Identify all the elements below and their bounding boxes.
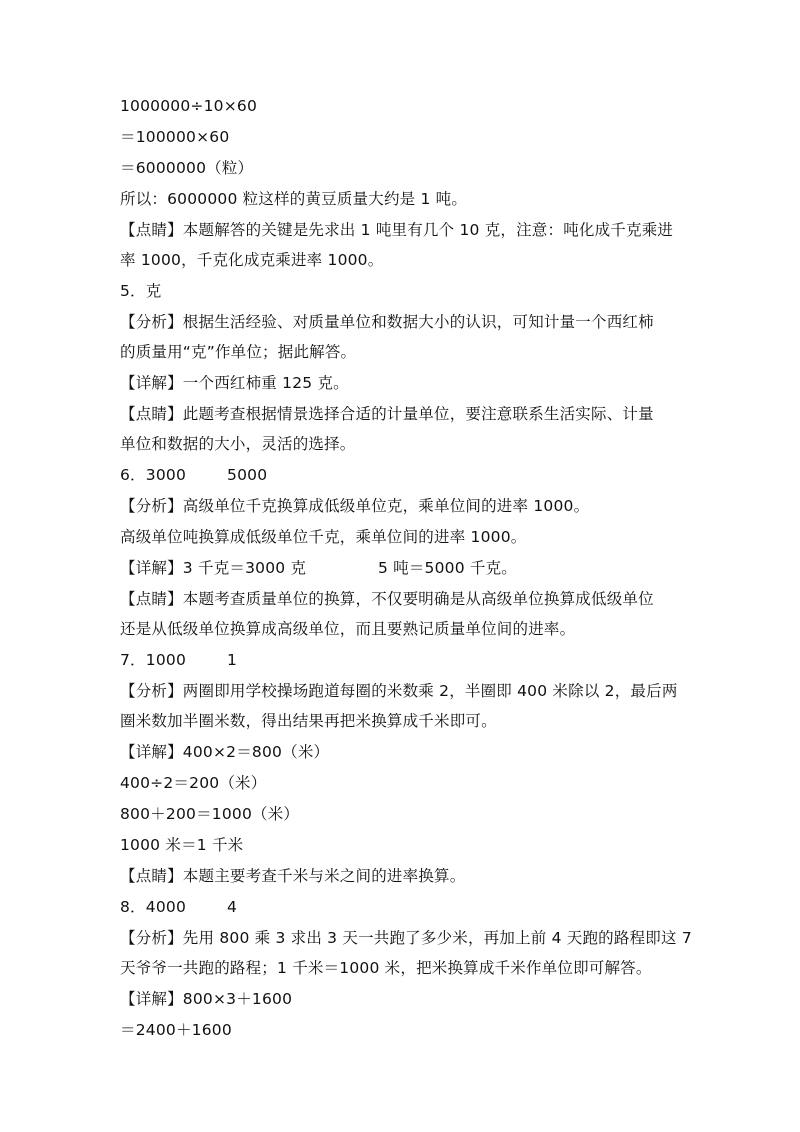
text-line: 【分析】高级单位千克换算成低级单位克，乘单位间的进率 1000。	[120, 497, 590, 515]
text-line: 【分析】根据生活经验、对质量单位和数据大小的认识，可知计量一个西红柿	[120, 313, 654, 331]
text-line: 率 1000，千克化成克乘进率 1000。	[120, 251, 384, 269]
text-line: 【分析】先用 800 乘 3 求出 3 天一共跑了多少米，再加上前 4 天跑的路程即这 7	[120, 929, 692, 947]
text-line: 1000 米＝1 千米	[120, 836, 244, 854]
text-line: 所以：6000000 粒这样的黄豆质量大约是 1 吨。	[120, 190, 468, 208]
text-line: 【详解】一个西红柿重 125 克。	[120, 374, 349, 392]
text-line: 还是从低级单位换算成高级单位，而且要熟记质量单位间的进率。	[120, 620, 576, 638]
question-number: 6．3000 5000	[120, 466, 268, 484]
text-line: 【点睛】本题主要考查千米与米之间的进率换算。	[120, 867, 466, 885]
text-line: ＝100000×60	[120, 128, 230, 146]
text-line: ＝2400＋1600	[120, 1021, 232, 1039]
answer-document	[120, 96, 690, 1040]
text-line: 【详解】3 千克＝3000 克 5 吨＝5000 千克。	[120, 559, 518, 577]
text-line: 的质量用“克”作单位；据此解答。	[120, 343, 357, 361]
text-line: 【点睛】本题考查质量单位的换算，不仅要明确是从高级单位换算成低级单位	[120, 590, 654, 608]
text-line: 【详解】800×3＋1600	[120, 990, 293, 1008]
text-line: 单位和数据的大小，灵活的选择。	[120, 435, 356, 453]
text-line: 【点睛】本题解答的关键是先求出 1 吨里有几个 10 克，注意：吨化成千克乘进	[120, 221, 674, 239]
text-line: 【详解】400×2＝800（米）	[120, 743, 330, 761]
text-line: 【分析】两圈即用学校操场跑道每圈的米数乘 2，半圈即 400 米除以 2，最后两	[120, 682, 678, 700]
question-number: 7．1000 1	[120, 651, 238, 669]
text-line: 400÷2＝200（米）	[120, 774, 267, 792]
text-line: 【点睛】此题考查根据情景选择合适的计量单位，要注意联系生活实际、计量	[120, 405, 654, 423]
text-line: 圈米数加半圈米数，得出结果再把米换算成千米即可。	[120, 712, 497, 730]
text-line: ＝6000000（粒）	[120, 159, 254, 177]
text-line: 天爷爷一共跑的路程；1 千米＝1000 米，把米换算成千米作单位即可解答。	[120, 959, 652, 977]
question-number: 8．4000 4	[120, 898, 238, 916]
text-line: 800＋200＝1000（米）	[120, 805, 300, 823]
text-line: 高级单位吨换算成低级单位千克，乘单位间的进率 1000。	[120, 528, 527, 546]
question-number: 5．克	[120, 282, 162, 300]
text-line: 1000000÷10×60	[120, 97, 258, 115]
